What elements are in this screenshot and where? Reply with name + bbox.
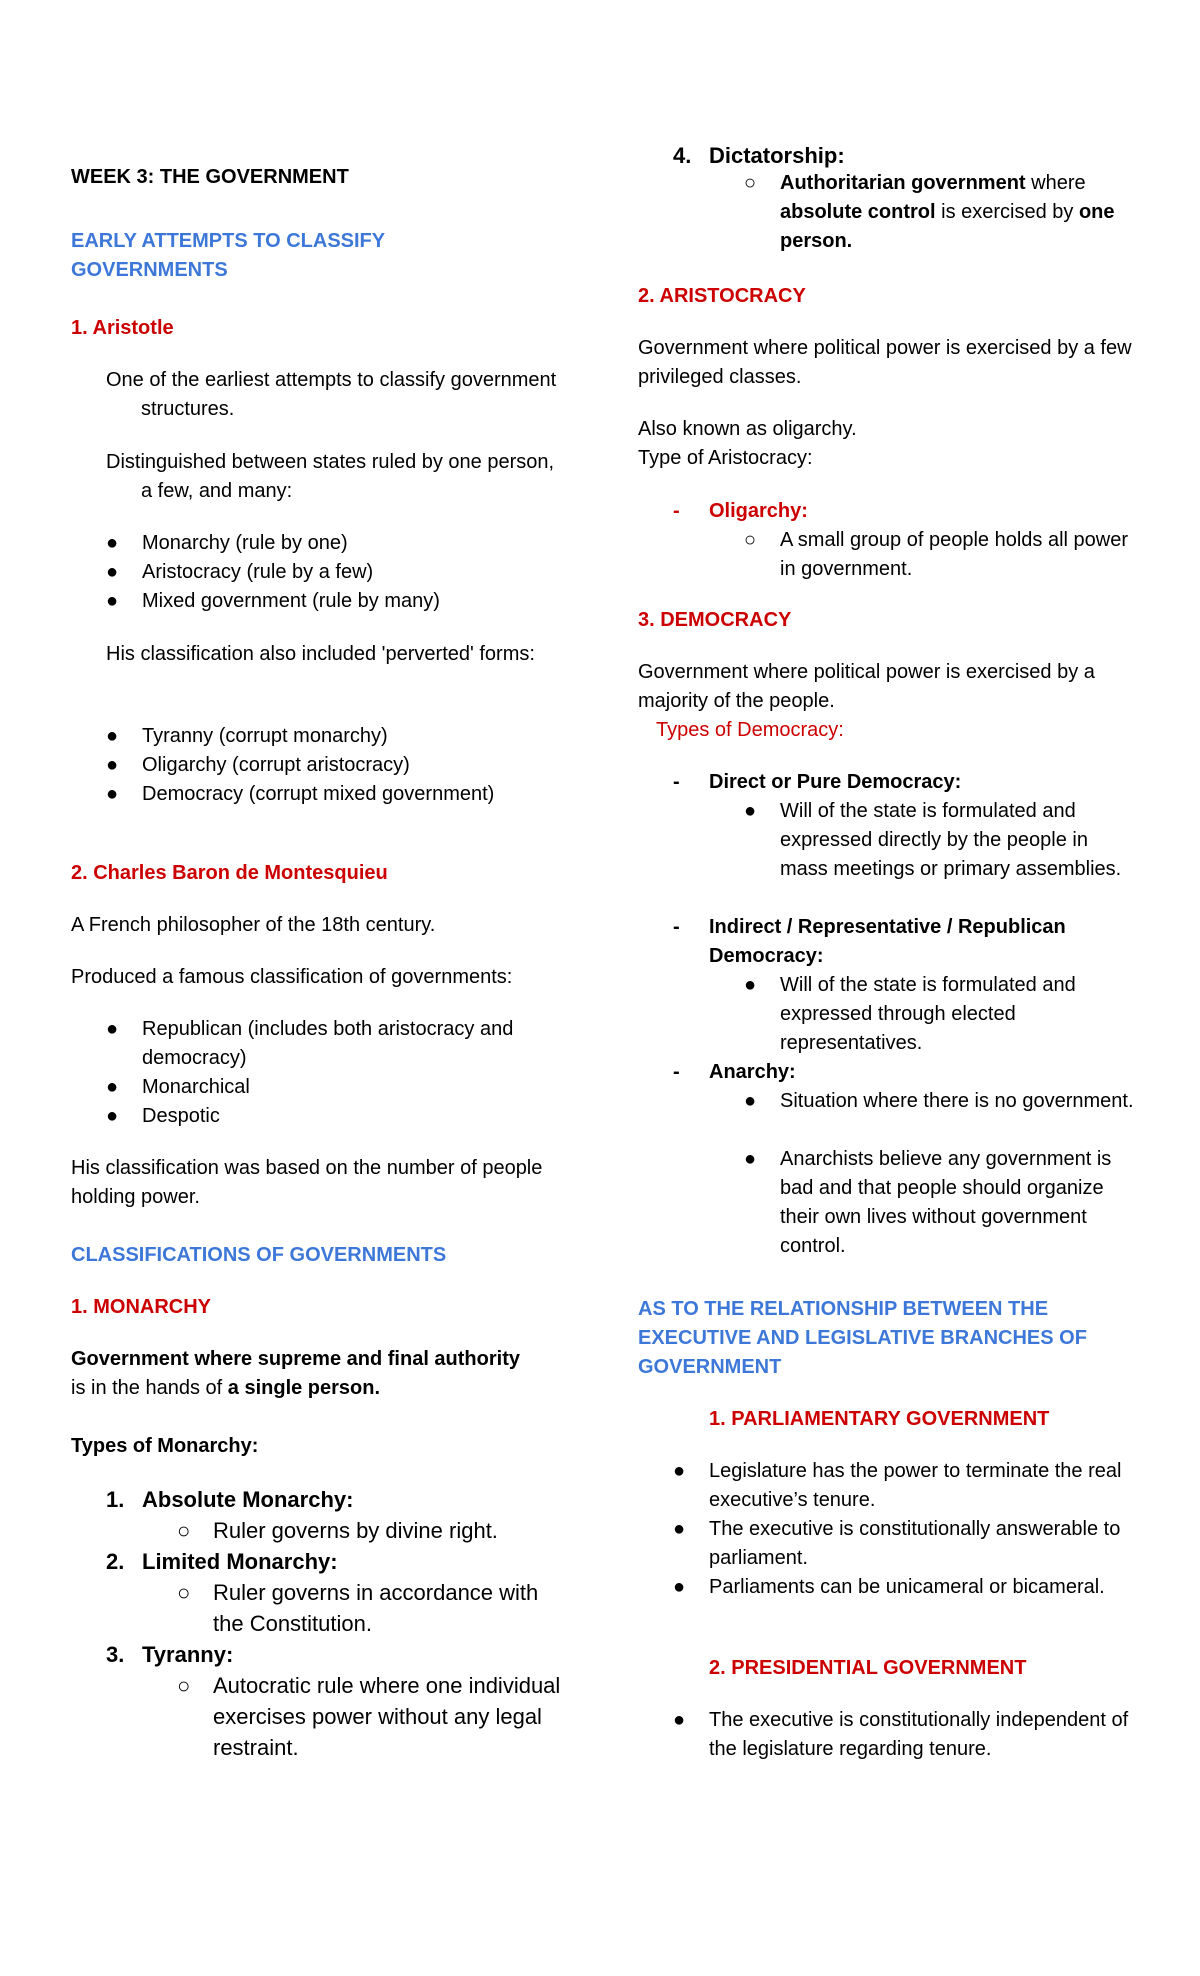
list-item-text: Indirect / Representative / Republican Democracy: [709,916,1066,967]
bullet-icon: ● [673,1709,686,1731]
early-attempts-heading: EARLY ATTEMPTS TO CLASSIFY GOVERNMENTS [71,230,385,281]
aristocracy-aka: Also known as oligarchy. [638,418,857,440]
dash-icon: - [673,916,680,938]
aristotle-heading: 1. Aristotle [71,317,174,339]
list-item-text: Ruler governs by divine right. [213,1518,498,1543]
bullet-icon: ● [673,1518,686,1540]
bullet-icon: ● [106,725,119,747]
page-title: WEEK 3: THE GOVERNMENT [71,166,349,188]
bullet-icon: ● [744,1090,757,1112]
list-item-text: The executive is constitutionally independent of the legislature regarding tenure. [709,1709,1129,1760]
circle-bullet-icon: ○ [744,529,757,551]
list-item-text: A small group of people holds all power in government. [780,529,1128,580]
circle-bullet-icon: ○ [177,1580,191,1605]
list-item-text: Situation where there is no government. [780,1090,1134,1112]
list-item-text: Direct or Pure Democracy: [709,771,962,793]
list-item-text: Will of the state is formulated and expressed directly by the people in mass meetings or primary assemblies. [780,800,1122,880]
list-item-text: Democracy (corrupt mixed government) [142,783,495,805]
list-item-text: Oligarchy: [709,500,808,522]
bullet-icon: ● [106,754,119,776]
list-number: 2. [106,1549,125,1574]
list-number: 1. [106,1487,125,1512]
list-item-text: Republican (includes both aristocracy and democracy) [142,1018,514,1069]
list-item-text: Legislature has the power to terminate the real executive’s tenure. [709,1460,1122,1511]
bullet-icon: ● [106,1018,119,1040]
list-item-text: Oligarchy (corrupt aristocracy) [142,754,410,776]
circle-bullet-icon: ○ [177,1673,191,1698]
bullet-icon: ● [744,1148,757,1170]
list-number: 3. [106,1642,125,1667]
dash-icon: - [673,771,680,793]
aristocracy-paragraph-1: Government where political power is exercised by a few privileged classes. [638,337,1132,388]
aristotle-paragraph-3: His classification also included 'perverted' forms: [106,643,535,665]
bullet-icon: ● [106,590,119,612]
list-number: 4. [673,143,692,168]
monarchy-definition-bold-2: a single person. [227,1377,381,1399]
democracy-heading: 3. DEMOCRACY [638,609,792,631]
parliamentary-heading: 1. PARLIAMENTARY GOVERNMENT [709,1408,1050,1430]
list-item-text: Despotic [142,1105,220,1127]
circle-bullet-icon: ○ [177,1518,191,1543]
list-item-text: Anarchy: [709,1061,796,1083]
list-item-text: Absolute Monarchy: [142,1487,354,1512]
list-item-text: Monarchical [142,1076,250,1098]
bullet-icon: ● [106,1076,119,1098]
aristotle-paragraph-2: Distinguished between states ruled by one person, a few, and many: [106,451,555,502]
list-item-text: The executive is constitutionally answerable to parliament. [709,1518,1121,1569]
aristocracy-type-label: Type of Aristocracy: [638,447,813,469]
list-item-text: Ruler governs in accordance with the Constitution. [213,1580,539,1636]
dash-icon: - [673,500,680,522]
montesquieu-paragraph-2: Produced a famous classification of governments: [71,966,513,988]
list-item-text: Dictatorship: [709,143,845,168]
bullet-icon: ● [744,974,757,996]
monarchy-heading: 1. MONARCHY [71,1296,212,1318]
list-item-text: Tyranny (corrupt monarchy) [142,725,388,747]
montesquieu-paragraph-1: A French philosopher of the 18th century. [71,914,436,936]
aristocracy-paragraph-2 [638,415,1138,473]
democracy-types-label: Types of Democracy: [656,719,844,741]
list-item-text: Aristocracy (rule by a few) [142,561,374,583]
monarchy-definition-text: is in the hands of [71,1377,228,1399]
montesquieu-heading: 2. Charles Baron de Montesquieu [71,862,388,884]
democracy-paragraph-1: Government where political power is exercised by a majority of the people. [638,661,1095,712]
dash-icon: - [673,1061,680,1083]
aristocracy-heading: 2. ARISTOCRACY [638,285,806,307]
list-item-text: Mixed government (rule by many) [142,590,440,612]
monarchy-definition-bold-1: Government where supreme and final authority [71,1348,520,1370]
bullet-icon: ● [673,1576,686,1598]
bullet-icon: ● [106,561,119,583]
monarchy-definition [71,1345,571,1403]
presidential-heading: 2. PRESIDENTIAL GOVERNMENT [709,1657,1027,1679]
list-item-text: Tyranny: [142,1642,234,1667]
list-item-text: Monarchy (rule by one) [142,532,348,554]
bullet-icon: ● [106,1105,119,1127]
classifications-heading: CLASSIFICATIONS OF GOVERNMENTS [71,1244,447,1266]
list-item-text: Parliaments can be unicameral or bicameral. [709,1576,1105,1598]
list-item-text: Anarchists believe any government is bad and that people should organize their own lives without government control. [780,1148,1112,1257]
list-item-text: Autocratic rule where one individual exercises power without any legal restraint. [213,1673,561,1760]
bullet-icon: ● [106,783,119,805]
montesquieu-paragraph-3: His classification was based on the number of people holding power. [71,1157,543,1208]
bullet-icon: ● [673,1460,686,1482]
list-item-text: Limited Monarchy: [142,1549,338,1574]
bullet-icon: ● [106,532,119,554]
bullet-icon: ● [744,800,757,822]
relationship-heading: AS TO THE RELATIONSHIP BETWEEN THE EXECUTIVE AND LEGISLATIVE BRANCHES OF GOVERNMENT [638,1298,1087,1378]
monarchy-types-label: Types of Monarchy: [71,1435,259,1457]
dictatorship-description: Authoritarian government where absolute control is exercised by one person. [780,172,1115,252]
aristotle-paragraph-1: One of the earliest attempts to classify government structures. [106,369,557,420]
circle-bullet-icon: ○ [744,172,757,194]
list-item-text: Will of the state is formulated and expressed through elected representatives. [780,974,1076,1054]
